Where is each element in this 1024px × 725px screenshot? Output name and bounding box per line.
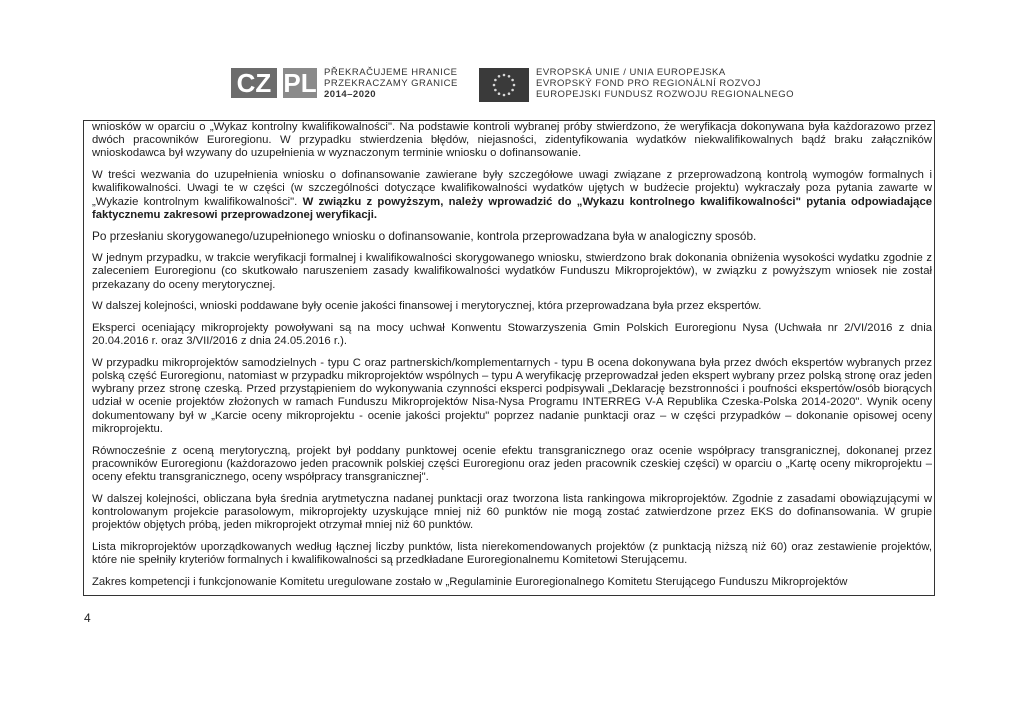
paragraph-4: W jednym przypadku, w trakcie weryfikacji formalnej i kwalifikowalności skorygowanego wniosku, stwierdzono brak dokonania obniżenia wysokości wydatku zgodnie z zaleceniem Euroregionu (co skutkowało naruszeniem zasady kwalifikowalności wydatków Funduszu Mikroprojektów), w związku z powyższym wniosek nie został przekazany do oceny merytorycznej.	[92, 252, 932, 291]
eu-line-2: EVROPSKÝ FOND PRO REGIONÁLNÍ ROZVOJ	[536, 78, 761, 89]
eu-flag-icon	[479, 68, 529, 102]
paragraph-8: Równocześnie z oceną merytoryczną, projekt był poddany punktowej ocenie efektu transgranicznego oraz ocenie współpracy transgranicznej, dokonanej przez pracowników Euroregionu (każdorazowo jeden pracownik polskiej części Euroregionu oraz jeden pracownik czeskiej części) w oparciu o „Kartę oceny mikroprojektu – oceny efektu transgranicznego, oceny współpracy transgranicznej".	[92, 444, 932, 483]
paragraph-1: wniosków w oparciu o „Wykaz kontrolny kwalifikowalności". Na podstawie kontroli wybranej próby stwierdzono, że weryfikacja dokonywana była każdorazowo przez dwóch pracowników Euroregionu. W przypadku stwierdzenia błędów, niejasności, zidentyfikowania wydatków niekwalifikowalnych bądź braku załączników wnioskodawca był wzywany do uzupełnienia w wyznaczonym terminie wniosku o dofinansowanie.	[92, 121, 932, 160]
eu-fund-name	[536, 67, 794, 100]
paragraph-10: Lista mikroprojektów uporządkowanych według łącznej liczby punktów, lista nierekomendowanych projektów (z punktacją niższą niż 60) oraz zestawienie projektów, które nie spełniły kryteriów formalnych i kwalifikowalności są przedkładane Euroregionalnemu Komitetowi Sterującemu.	[92, 540, 932, 566]
paragraph-9: W dalszej kolejności, obliczana była średnia arytmetyczna nadanej punktacji oraz tworzona lista rankingowa mikroprojektów. Zgodnie z zasadami obowiązującymi w kontrolowanym projekcie parasolowym, mikroprojekty uzyskujące mniej niż 60 punktów nie mogą zostać zatwierdzone przez EKS do dofinansowania. W grupie projektów objętych próbą, jeden mikroprojekt otrzymał mniej niż 60 punktów.	[92, 492, 932, 532]
programme-line-pl: PRZEKRACZAMY GRANICE	[324, 78, 458, 89]
document-body	[92, 121, 932, 597]
page-header	[0, 58, 1024, 108]
cz-logo-mark: CZ	[231, 68, 277, 98]
paragraph-2-text: W treści wezwania do uzupełnienia wniosku o dofinansowanie zawierane były szczegółowe uwagi związane z przeprowadzoną kontrolą wymogów formalnych i kwalifikowalności. Uwagi te w części (w szczególności dotyczące kwalifikowalności wydatków ujętych w budżecie projektu) wykraczały poza pytania zawarte w „Wykazie kontrolnym kwalifikowalności".	[92, 169, 932, 208]
paragraph-6: Eksperci oceniający mikroprojekty powoływani są na mocy uchwał Konwentu Stowarzyszenia Gmin Polskich Euroregionu Nysa (Uchwała nr 2/VI/2016 z dnia 20.04.2016 r. oraz 3/VII/2016 z dnia 24.05.2016 r.).	[92, 321, 932, 348]
page-number: 4	[84, 611, 91, 625]
paragraph-2-recommendation: W związku z powyższym, należy wprowadzić do „Wykazu kontrolnego kwalifikowalności" pytania odpowiadające faktycznemu zakresowi przeprowadzonej weryfikacji.	[92, 195, 933, 221]
programme-name	[324, 67, 458, 100]
programme-logo	[231, 64, 319, 104]
eu-line-1: EVROPSKÁ UNIE / UNIA EUROPEJSKA	[536, 67, 726, 78]
paragraph-5: W dalszej kolejności, wnioski poddawane były ocenie jakości finansowej i merytorycznej, która przeprowadzana była przez ekspertów.	[92, 300, 762, 313]
paragraph-11: Zakres kompetencji i funkcjonowanie Komitetu uregulowane zostało w „Regulaminie Euroregionalnego Komitetu Sterującego Funduszu Mikroprojektów	[92, 575, 848, 588]
pl-logo-mark: PL	[283, 68, 317, 98]
programme-line-cz: PŘEKRAČUJEME HRANICE	[324, 67, 458, 78]
paragraph-3: Po przesłaniu skorygowanego/uzupełnionego wniosku o dofinansowanie, kontrola przeprowadzana była w analogiczny sposób.	[92, 229, 757, 244]
paragraph-7: W przypadku mikroprojektów samodzielnych - typu C oraz partnerskich/komplementarnych - typu B ocena dokonywana była przez dwóch ekspertów wybranych przez polską część Euroregionu, natomiast w przypadku mikroprojektów wspólnych – typu A weryfikację przeprowadzał jeden ekspert wybrany przez polską stronę oraz jeden wybrany przez stronę czeską. Przed przystąpieniem do wykonywania czynności eksperci podpisywali „Deklarację bezstronności i poufności ekspertów/osób biorących udział w ocenie projektów złożonych w ramach Funduszu Mikroprojektów Nisa-Nysa Programu INTERREG V-A Republika Czeska-Polska 2014-2020". Wynik oceny dokumentowany był w „Karcie oceny mikroprojektu - ocenie jakości projektu" poprzez nadanie punktacji oraz – w części przypadków – dokonanie opisowej oceny mikroprojektu.	[92, 356, 932, 435]
paragraph-2	[92, 169, 932, 222]
programme-years: 2014–2020	[324, 89, 377, 100]
eu-line-3: EUROPEJSKI FUNDUSZ ROZWOJU REGIONALNEGO	[536, 89, 795, 100]
